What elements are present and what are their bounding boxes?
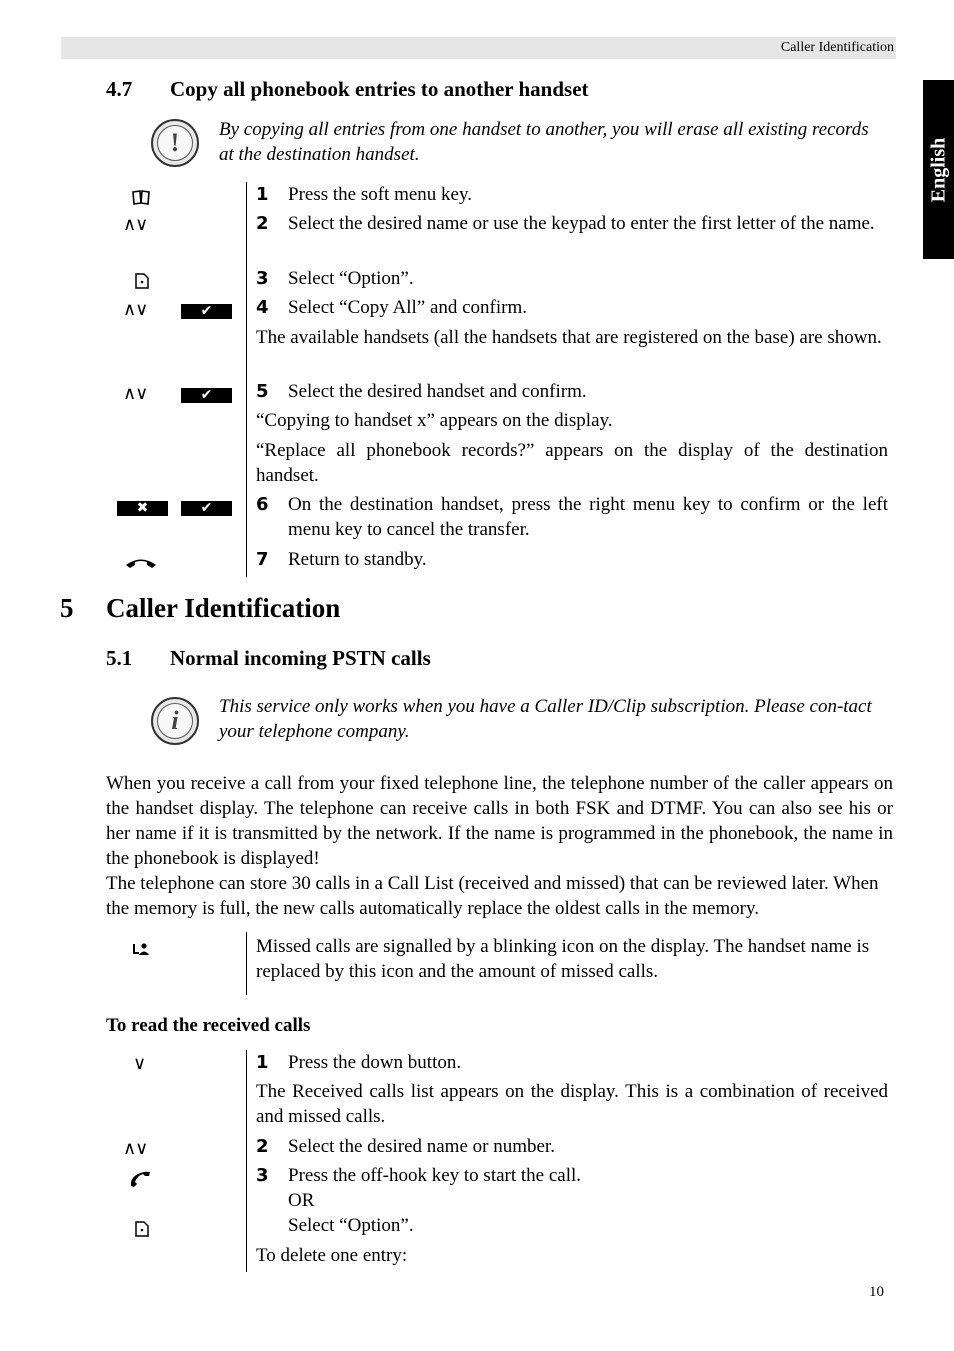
phonebook-icon <box>132 189 150 205</box>
info-note: This service only works when you have a Caller ID/Clip subscription. Please con-tact your telephone company. <box>219 696 872 742</box>
step-note: The Received calls list appears on the display. This is a combination of received and missed calls. <box>256 1081 888 1127</box>
up-down-arrows-icon: ∧∨ <box>123 383 148 404</box>
step-item: 1 Press the soft menu key. <box>256 184 472 205</box>
step-item: 7 Return to standby. <box>256 549 427 570</box>
steps-divider <box>246 1050 247 1272</box>
missed-divider <box>246 932 247 995</box>
missed-call-icon <box>132 942 150 956</box>
step-item: 5 Select the desired handset and confirm. <box>256 381 587 402</box>
missed-calls-note: Missed calls are signalled by a blinking icon on the display. The handset name is replaced by this icon and the amount of missed calls. <box>256 936 870 982</box>
up-down-arrows-icon: ∧∨ <box>123 299 148 320</box>
running-header-bar <box>61 37 896 59</box>
step-item: 1 Press the down button. <box>256 1052 462 1073</box>
step-item: 2 Select the desired name or use the keypad to enter the first letter of the name. <box>256 213 875 234</box>
up-down-arrows-icon: ∧∨ <box>123 214 148 235</box>
info-icon: i <box>151 697 199 745</box>
running-header-title: Caller Identification <box>780 40 894 55</box>
step-or: OR <box>288 1190 315 1211</box>
option-icon <box>135 1221 149 1237</box>
warning-icon: ! <box>151 119 199 167</box>
step-item: 4 Select “Copy All” and confirm. <box>256 297 528 318</box>
warning-note: By copying all entries from one handset to another, you will erase all existing records at the destination handset. <box>219 119 869 165</box>
language-tab-label: English <box>927 137 949 202</box>
intro-paragraph-2: The telephone can store 30 calls in a Call List (received and missed) that can be reviewed later. When the memory is full, the new calls automatically replace the oldest calls in the memory. <box>106 873 879 919</box>
step-item: 3 Select “Option”. <box>256 268 414 289</box>
subheading-read-calls: To read the received calls <box>106 1015 311 1036</box>
section-4-7-number: 4.7 <box>106 77 133 101</box>
confirm-key-icon: ✔ <box>181 388 232 403</box>
section-4-7-title: Copy all phonebook entries to another handset <box>170 77 589 101</box>
on-hook-icon <box>124 556 158 570</box>
page-number: 10 <box>869 1284 884 1300</box>
confirm-key-icon: ✔ <box>181 501 232 516</box>
step-note: “Copying to handset x” appears on the display. <box>256 410 613 431</box>
cancel-key-icon: ✖ <box>117 501 168 516</box>
step-note: “Replace all phonebook records?” appears on the display of the destination handset. <box>256 440 888 486</box>
step-item: 2 Select the desired name or number. <box>256 1136 555 1157</box>
down-arrow-icon: ∨ <box>133 1053 147 1074</box>
chapter-5-number: 5 <box>60 593 74 623</box>
step-continuation: Select “Option”. <box>288 1215 414 1236</box>
up-down-arrows-icon: ∧∨ <box>123 1138 148 1159</box>
section-5-1-number: 5.1 <box>106 646 133 670</box>
option-icon <box>135 273 149 289</box>
language-tab <box>923 80 954 259</box>
step-item: 3 Press the off-hook key to start the call. <box>256 1165 582 1186</box>
off-hook-icon <box>128 1170 152 1188</box>
step-note: To delete one entry: <box>256 1245 408 1266</box>
steps-divider <box>246 182 247 577</box>
intro-paragraph-1: When you receive a call from your fixed telephone line, the telephone number of the caller appears on the handset display. The telephone can receive calls in both FSK and DTMF. You can also see his or her name if it is transmitted by the network. If the name is programmed in the phonebook, the name in the phonebook is displayed! <box>106 773 893 869</box>
section-5-1-title: Normal incoming PSTN calls <box>170 646 431 670</box>
step-note: The available handsets (all the handsets that are registered on the base) are shown. <box>256 327 882 348</box>
step-item: 6 On the destination handset, press the right menu key to confirm or the left menu key to cancel the transfer. <box>256 494 888 540</box>
confirm-key-icon: ✔ <box>181 304 232 319</box>
chapter-5-title: Caller Identification <box>106 593 341 623</box>
